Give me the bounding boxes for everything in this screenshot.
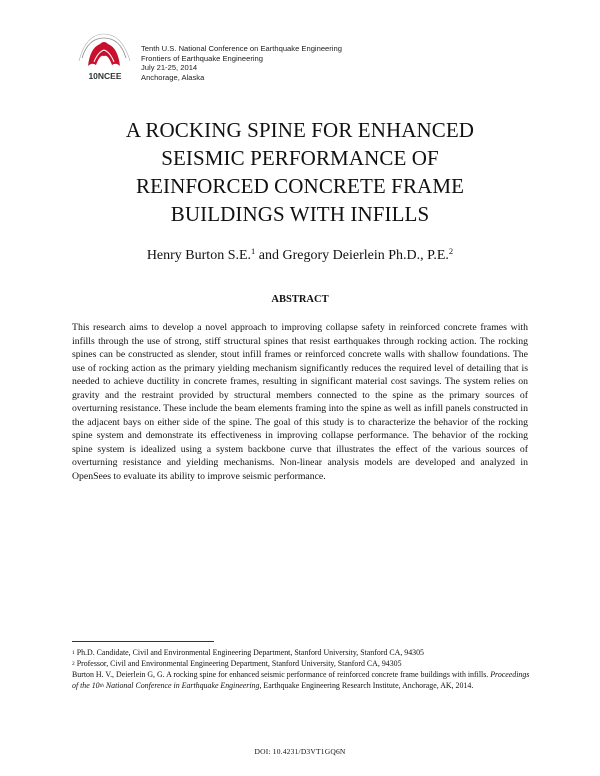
conference-theme: Frontiers of Earthquake Engineering <box>141 53 263 63</box>
abstract-heading: ABSTRACT <box>271 294 329 305</box>
footnote-2 <box>72 659 530 670</box>
citation-journal-sup: th <box>99 682 104 689</box>
citation-tail: , Earthquake Engineering Research Institute, Anchorage, AK, 2014. <box>259 680 474 690</box>
title-line: REINFORCED CONCRETE FRAME <box>135 174 465 198</box>
paper-title <box>60 116 540 228</box>
conference-dates: July 21-25, 2014 <box>141 63 198 73</box>
author-2: Gregory Deierlein Ph.D., P.E. <box>282 248 449 263</box>
footnote-2-mark: 2 <box>72 661 75 667</box>
conference-logo <box>74 32 136 82</box>
author-line <box>60 248 540 264</box>
footnote-2-text: Professor, Civil and Environmental Engineering Department, Stanford University, Stanford CA, 94305 <box>74 659 402 668</box>
title-line: A ROCKING SPINE FOR ENHANCED <box>125 118 475 142</box>
conference-info <box>141 44 342 82</box>
author-1-mark: 1 <box>251 246 256 256</box>
citation-journal-a: Proceedings of the 10 <box>72 670 530 690</box>
doi: DOI: 10.4231/D3VT1GQ6N <box>254 747 346 756</box>
footnote-1-mark: 1 <box>72 650 75 656</box>
abstract-text: This research aims to develop a novel approach to improving collapse safety in reinforced concrete frames with infills through the use of strong, stiff structural spines that resist earthquakes through rocking action. The rocking spines can be constructed as slender, stout infill frames or reinforced concrete walls with shallow foundations. The use of rocking action as the primary yielding mechanism significantly reduces the required level of detailing that is needed to achieve ductility in concrete frames, resulting in significant material cost savings. The system relies on gravity and the restraint provided by structural members connected to the spine as the primary sources of overturning resistance. These include the beam elements framing into the spine as well as infill panels constructed in the adjacent bays on either side of the spine. The goal of this study is to characterize the behavior of the rocking spine system and demonstrate its effectiveness in improving collapse performance. The behavior of the rocking spine system is idealized using a system backbone curve that illustrates the effect of the various sources of overturning resistance and yielding mechanisms. Non-linear analysis models are developed and analyzed in OpenSees to evaluate its ability to improve seismic performance. <box>72 322 528 483</box>
footnote-rule <box>72 641 214 642</box>
citation <box>72 670 530 692</box>
citation-journal-b: National Conference in Earthquake Engineering <box>103 680 260 690</box>
conference-logo-graphic <box>74 32 136 82</box>
title-line: SEISMIC PERFORMANCE OF <box>161 146 439 170</box>
logo-text: 10NCEE <box>88 71 122 81</box>
title-line: BUILDINGS WITH INFILLS <box>170 202 430 226</box>
conference-name: Tenth U.S. National Conference on Earthquake Engineering <box>141 44 342 53</box>
conference-location: Anchorage, Alaska <box>141 72 205 82</box>
footnote-1-text: Ph.D. Candidate, Civil and Environmental Engineering Department, Stanford University, Stanford CA, 94305 <box>74 648 424 657</box>
author-1: Henry Burton S.E. <box>146 248 252 263</box>
footnote-1 <box>72 648 530 659</box>
citation-lead: Burton H. V., Deierlein G, G. A rocking spine for enhanced seismic performance of reinforced concrete frame buildings with infills. <box>72 670 491 679</box>
author-joiner: and <box>255 248 283 263</box>
author-2-mark: 2 <box>448 246 454 256</box>
